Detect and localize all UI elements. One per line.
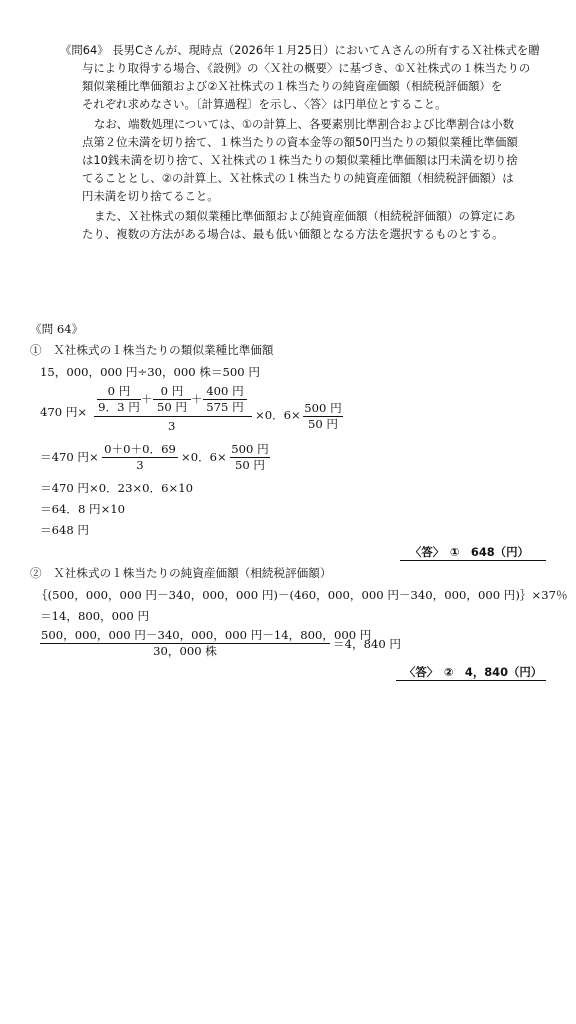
question-line: それぞれ求めなさい。〔計算過程〕を示し、〈答〉は円単位とすること。 [82,97,447,111]
part1-line4: ＝64．8 円×10 [40,502,126,516]
eq1-f2-denominator: 50 円 [156,400,188,414]
part2-line1: ｛(500，000，000 円－340，000，000 円)－(460，000，000 円－340，000，000 円)｝×37％ [36,588,568,602]
eq1-mid: ×0．6× [255,408,301,422]
eq1-fraction-1 [97,384,141,415]
part2-numerator: 500，000，000 円－340，000，000 円－14，800，000 円 [41,628,372,642]
eq1-main-denominator: 3 [168,419,176,433]
eq1-lead: 470 円× [40,405,88,419]
part2-answer: 〈答〉 ② 4，840（円） [404,665,543,679]
question-line: なお、端数処理については、①の計算上、各要素別比準割合および比準割合は小数 [94,117,515,131]
part1-line3: ＝470 円×0．23×0．6×10 [40,481,193,495]
eq2-denominator: 3 [136,458,144,472]
eq2-fraction [102,442,178,473]
eq1-f3-numerator: 400 円 [203,384,247,400]
question-line: 円未満を切り捨てること。 [82,189,219,203]
eq2-numerator: 0＋0＋0．69 [102,442,178,458]
question-line: たり、複数の方法がある場合は、最も低い価額となる方法を選択するものとする。 [82,227,504,241]
eq2-f-denominator: 50 円 [234,458,266,472]
eq1-f1-numerator: 0 円 [97,384,141,400]
eq1-plus-2: ＋ [191,392,203,406]
question-line: 類似業種比準価額および②Ｘ社株式の１株当たりの純資産価額（相続税評価額）を [82,79,503,93]
eq1-f4-numerator: 500 円 [304,401,342,415]
part2-line2: ＝14，800，000 円 [40,609,150,623]
eq1-plus-1: ＋ [141,392,153,406]
part2-result: ＝4，840 円 [333,637,401,651]
part2-answer-underline [396,680,546,681]
eq1-fraction-4 [303,401,343,432]
part1-line1: 15，000，000 円÷30，000 株＝500 円 [40,365,260,379]
question-line: てることとし、②の計算上、Ｘ社株式の１株当たりの純資産価額（相続税評価額）は [82,171,514,185]
question-line: また、Ｘ社株式の類似業種比準価額および純資産価額（相続税評価額）の算定にあ [94,209,516,223]
question-line: 与により取得する場合、《設例》の〈Ｘ社の概要〉に基づき、①Ｘ社株式の１株当たりの [82,61,531,75]
eq1-fraction-2 [153,384,191,415]
part2-title: ② Ｘ社株式の１株当たりの純資産価額（相続税評価額） [30,566,332,580]
part1-answer-underline [400,560,546,561]
eq1-fraction-3 [203,384,247,415]
part1-answer: 〈答〉 ① 648（円） [410,545,529,559]
eq1-f2-numerator: 0 円 [153,384,191,400]
question-line: は10銭未満を切り捨て、Ｘ社株式の１株当たりの類似業種比準価額は円未満を切り捨 [82,153,518,167]
part1-title: ① Ｘ社株式の１株当たりの類似業種比準価額 [30,343,274,357]
eq1-f4-denominator: 50 円 [307,417,339,431]
eq1-f1-denominator: 9．3 円 [98,400,140,414]
eq2-f-numerator: 500 円 [231,442,269,456]
part2-denominator: 30，000 株 [153,644,217,658]
eq2-fraction-2 [230,442,270,473]
part1-line5: ＝648 円 [40,523,90,537]
eq1-f3-denominator: 575 円 [206,400,244,414]
eq1-main-fraction-bar [94,416,252,417]
eq2-mid: ×0．6× [181,450,227,464]
question-line: 《問64》 長男Cさんが、現時点（2026年１月25日）においてＡさんの所有するＸ社株式を贈 [60,43,540,57]
solution-heading: 《問 64》 [30,322,84,336]
question-line: 点第２位未満を切り捨て、１株当たりの資本金等の額50円当たりの類似業種比準価額 [82,135,518,149]
eq2-lead: ＝470 円× [40,450,99,464]
